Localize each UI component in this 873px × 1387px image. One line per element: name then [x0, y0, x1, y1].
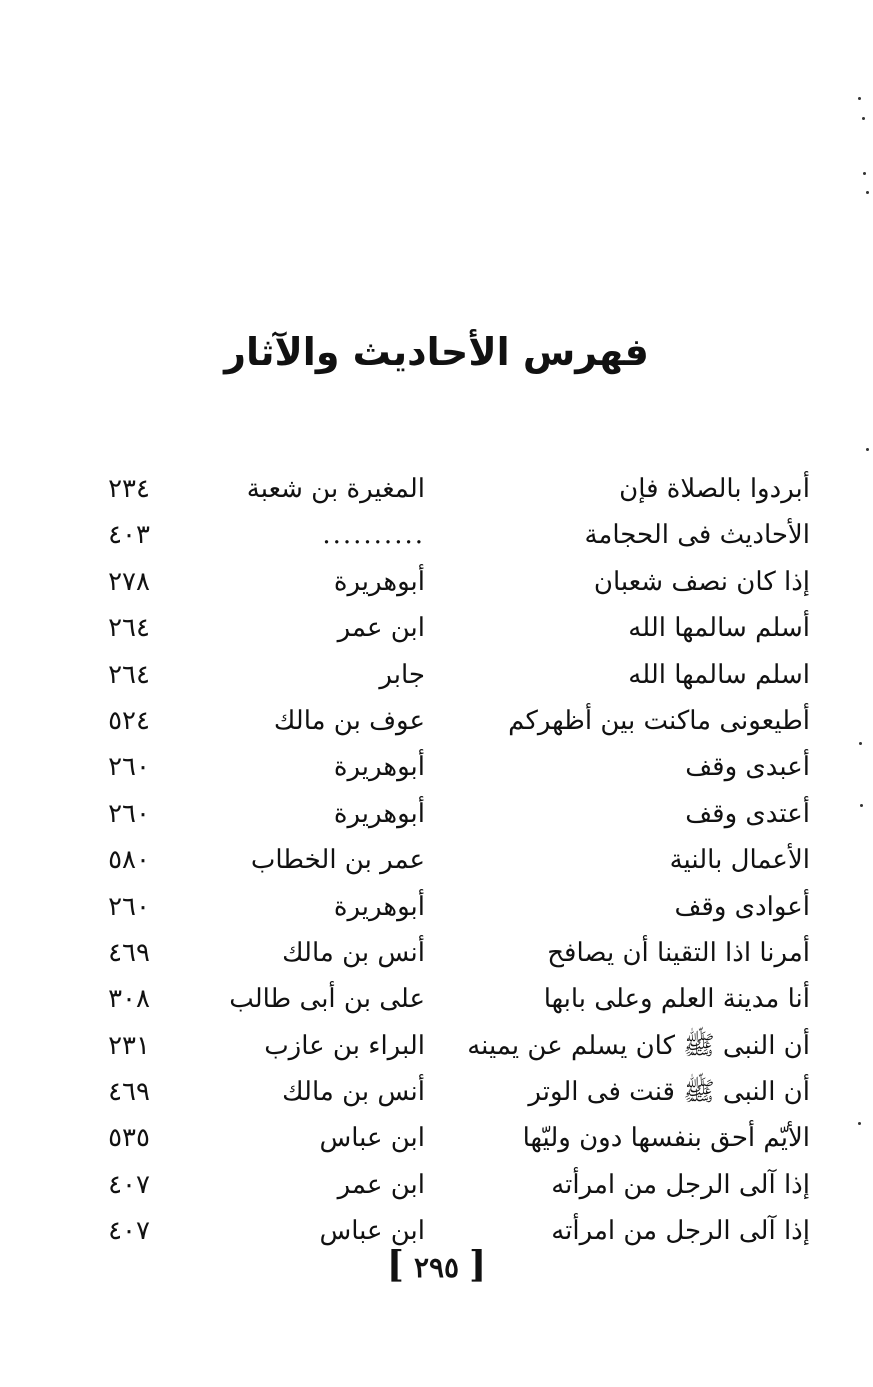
page-reference: ٤٦٩	[108, 937, 150, 968]
index-entry	[90, 512, 810, 558]
index-entry	[90, 976, 810, 1022]
hadith-text: أسلم سالمها الله	[628, 613, 810, 644]
page-reference: ٤٠٧	[108, 1169, 150, 1200]
narrator-name: أبوهريرة	[333, 891, 425, 922]
hadith-text: أعوادى وقف	[674, 891, 810, 922]
index-entry	[90, 466, 810, 512]
narrator-name: أنس بن مالك	[282, 1077, 425, 1108]
page-reference: ٥٣٥	[108, 1123, 150, 1154]
index-entry	[90, 1023, 810, 1069]
hadith-text: الأيّم أحق بنفسها دون وليّها	[522, 1123, 810, 1154]
page-reference: ٥٢٤	[108, 705, 150, 736]
page-reference: ٢٦٠	[108, 798, 150, 829]
hadith-index-list	[90, 466, 810, 1255]
index-entry	[90, 698, 810, 744]
narrator-name: المغيرة بن شعبة	[246, 474, 425, 504]
narrator-name: ابن عمر	[337, 1169, 425, 1200]
hadith-text: أمرنا اذا التقينا أن يصافح	[547, 937, 810, 968]
page-reference: ٣٠٨	[108, 984, 150, 1015]
index-entry	[90, 884, 810, 930]
hadith-text: أن النبى ﷺ قنت فى الوتر	[528, 1077, 810, 1108]
narrator-name: ابن عمر	[337, 613, 425, 644]
index-entry	[90, 791, 810, 837]
bracket-open: [	[469, 1244, 487, 1286]
scan-speck	[860, 804, 863, 807]
page-reference: ٢٦٠	[108, 752, 150, 783]
hadith-text: أعتدى وقف	[685, 798, 810, 829]
narrator-name: البراء بن عازب	[264, 1030, 425, 1061]
bracket-close: ]	[386, 1244, 404, 1286]
scan-speck	[866, 191, 869, 194]
hadith-text: الأعمال بالنية	[669, 845, 810, 876]
narrator-name: أبوهريرة	[333, 798, 425, 829]
narrator-name: ..........	[322, 520, 425, 551]
narrator-name: أبوهريرة	[333, 752, 425, 783]
index-entry	[90, 1115, 810, 1161]
narrator-name: جابر	[379, 659, 425, 690]
index-entry	[90, 1162, 810, 1208]
index-entry	[90, 837, 810, 883]
page-reference: ٤٦٩	[108, 1077, 150, 1108]
hadith-text: أن النبى ﷺ كان يسلم عن يمينه	[467, 1030, 810, 1061]
narrator-name: على بن أبى طالب	[229, 984, 425, 1015]
index-entry	[90, 559, 810, 605]
hadith-text: أعبدى وقف	[685, 752, 810, 783]
narrator-name: أبوهريرة	[333, 566, 425, 597]
page-number	[0, 1244, 873, 1286]
hadith-text: أطيعونى ماكنت بين أظهركم	[508, 705, 810, 736]
narrator-name: ابن عباس	[319, 1216, 425, 1247]
scan-speck	[863, 172, 866, 175]
hadith-text: إذا كان نصف شعبان	[593, 566, 810, 597]
index-title: فهرس الأحاديث والآثار	[224, 330, 649, 374]
scan-speck	[866, 448, 869, 451]
narrator-name: عوف بن مالك	[273, 705, 425, 736]
page-reference: ٢٧٨	[108, 566, 150, 597]
hadith-text: اسلم سالمها الله	[628, 659, 810, 690]
page-reference: ٢٦٤	[108, 659, 150, 690]
narrator-name: أنس بن مالك	[282, 937, 425, 968]
hadith-text: الأحاديث فى الحجامة	[584, 520, 810, 551]
scan-speck	[858, 97, 861, 100]
page-reference: ٢٣١	[108, 1030, 150, 1061]
hadith-text: إذا آلى الرجل من امرأته	[551, 1216, 810, 1247]
index-entry	[90, 652, 810, 698]
narrator-name: عمر بن الخطاب	[250, 845, 425, 876]
page-reference: ٤٠٧	[108, 1216, 150, 1247]
page-reference: ٢٦٤	[108, 613, 150, 644]
scan-speck	[859, 742, 862, 745]
page-reference: ٢٣٤	[108, 474, 150, 504]
hadith-text: أنا مدينة العلم وعلى بابها	[543, 984, 810, 1015]
hadith-text: إذا آلى الرجل من امرأته	[551, 1169, 810, 1200]
page-reference: ٢٦٠	[108, 891, 150, 922]
page-reference: ٤٠٣	[108, 520, 150, 551]
index-entry	[90, 930, 810, 976]
page-reference: ٥٨٠	[108, 845, 150, 876]
scan-speck	[862, 117, 865, 120]
index-entry	[90, 1069, 810, 1115]
hadith-text: أبردوا بالصلاة فإن	[619, 474, 810, 504]
page-number-value: ٢٩٥	[413, 1251, 460, 1284]
index-entry	[90, 605, 810, 651]
index-entry	[90, 744, 810, 790]
narrator-name: ابن عباس	[319, 1123, 425, 1154]
scan-speck	[858, 1122, 861, 1125]
